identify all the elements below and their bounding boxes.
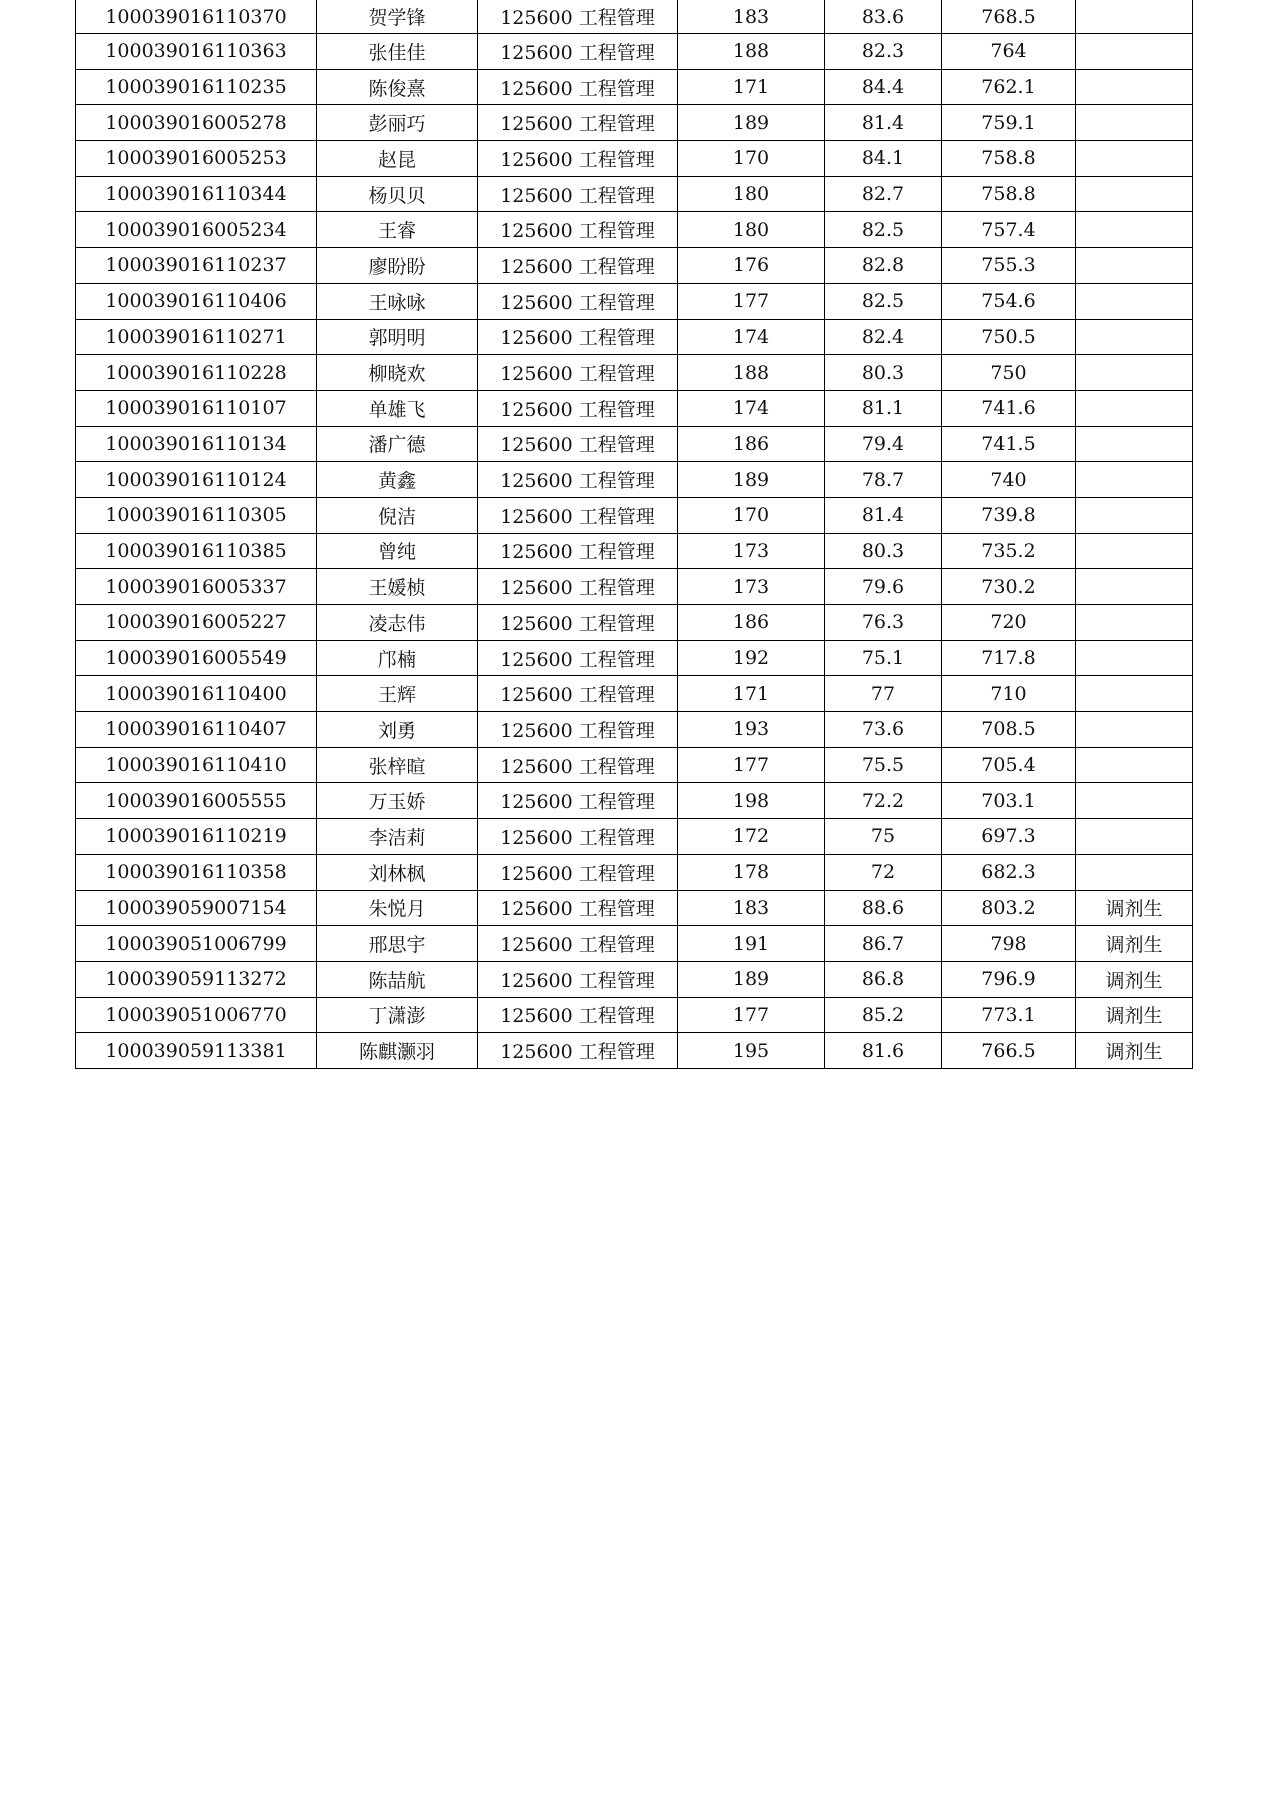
table-row — [76, 569, 1193, 605]
name-cell: 赵昆 — [317, 141, 478, 177]
note-cell: 调剂生 — [1076, 1033, 1193, 1069]
table-row — [76, 176, 1193, 212]
initial-score-cell: 173 — [678, 533, 825, 569]
initial-score-cell: 177 — [678, 747, 825, 783]
note-cell — [1076, 69, 1193, 105]
name-cell: 单雄飞 — [317, 390, 478, 426]
retest-score-cell: 88.6 — [825, 890, 942, 926]
table-row — [76, 926, 1193, 962]
retest-score-cell: 78.7 — [825, 462, 942, 498]
major-cell: 125600 工程管理 — [478, 176, 678, 212]
major-cell: 125600 工程管理 — [478, 319, 678, 355]
major-cell: 125600 工程管理 — [478, 497, 678, 533]
name-cell: 潘广德 — [317, 426, 478, 462]
note-cell — [1076, 176, 1193, 212]
note-cell: 调剂生 — [1076, 997, 1193, 1033]
initial-score-cell: 170 — [678, 141, 825, 177]
note-cell — [1076, 248, 1193, 284]
exam-id-cell: 100039016110134 — [76, 426, 317, 462]
initial-score-cell: 191 — [678, 926, 825, 962]
table-row — [76, 105, 1193, 141]
note-cell: 调剂生 — [1076, 890, 1193, 926]
retest-score-cell: 81.4 — [825, 105, 942, 141]
initial-score-cell: 173 — [678, 569, 825, 605]
note-cell — [1076, 783, 1193, 819]
note-cell — [1076, 712, 1193, 748]
total-score-cell: 796.9 — [942, 961, 1076, 997]
name-cell: 倪洁 — [317, 497, 478, 533]
note-cell — [1076, 497, 1193, 533]
initial-score-cell: 177 — [678, 997, 825, 1033]
total-score-cell: 759.1 — [942, 105, 1076, 141]
retest-score-cell: 81.6 — [825, 1033, 942, 1069]
exam-id-cell: 100039016005555 — [76, 783, 317, 819]
name-cell: 邝楠 — [317, 640, 478, 676]
retest-score-cell: 82.5 — [825, 283, 942, 319]
exam-id-cell: 100039016110124 — [76, 462, 317, 498]
exam-id-cell: 100039016110385 — [76, 533, 317, 569]
table-row — [76, 283, 1193, 319]
table-row — [76, 747, 1193, 783]
total-score-cell: 717.8 — [942, 640, 1076, 676]
initial-score-cell: 198 — [678, 783, 825, 819]
total-score-cell: 730.2 — [942, 569, 1076, 605]
initial-score-cell: 171 — [678, 69, 825, 105]
table-row — [76, 390, 1193, 426]
exam-id-cell: 100039016110235 — [76, 69, 317, 105]
major-cell: 125600 工程管理 — [478, 355, 678, 391]
note-cell — [1076, 462, 1193, 498]
table-row — [76, 783, 1193, 819]
major-cell: 125600 工程管理 — [478, 605, 678, 641]
exam-id-cell: 100039016110370 — [76, 0, 317, 34]
retest-score-cell: 86.8 — [825, 961, 942, 997]
table-row — [76, 1033, 1193, 1069]
table-row — [76, 319, 1193, 355]
initial-score-cell: 180 — [678, 212, 825, 248]
total-score-cell: 758.8 — [942, 176, 1076, 212]
name-cell: 张梓暄 — [317, 747, 478, 783]
table-row — [76, 0, 1193, 34]
note-cell: 调剂生 — [1076, 961, 1193, 997]
table-row — [76, 34, 1193, 70]
total-score-cell: 750.5 — [942, 319, 1076, 355]
exam-id-cell: 100039016005337 — [76, 569, 317, 605]
major-cell: 125600 工程管理 — [478, 390, 678, 426]
initial-score-cell: 174 — [678, 319, 825, 355]
note-cell — [1076, 105, 1193, 141]
note-cell — [1076, 0, 1193, 34]
initial-score-cell: 174 — [678, 390, 825, 426]
name-cell: 张佳佳 — [317, 34, 478, 70]
total-score-cell: 773.1 — [942, 997, 1076, 1033]
note-cell — [1076, 319, 1193, 355]
retest-score-cell: 82.7 — [825, 176, 942, 212]
name-cell: 曾纯 — [317, 533, 478, 569]
retest-score-cell: 80.3 — [825, 355, 942, 391]
table-body — [76, 0, 1193, 1068]
initial-score-cell: 170 — [678, 497, 825, 533]
name-cell: 陈喆航 — [317, 961, 478, 997]
note-cell — [1076, 676, 1193, 712]
initial-score-cell: 176 — [678, 248, 825, 284]
total-score-cell: 764 — [942, 34, 1076, 70]
table-row — [76, 712, 1193, 748]
total-score-cell: 762.1 — [942, 69, 1076, 105]
retest-score-cell: 82.3 — [825, 34, 942, 70]
major-cell: 125600 工程管理 — [478, 640, 678, 676]
total-score-cell: 705.4 — [942, 747, 1076, 783]
table-row — [76, 212, 1193, 248]
total-score-cell: 741.5 — [942, 426, 1076, 462]
table-row — [76, 426, 1193, 462]
name-cell: 陈俊熹 — [317, 69, 478, 105]
name-cell: 杨贝贝 — [317, 176, 478, 212]
initial-score-cell: 192 — [678, 640, 825, 676]
initial-score-cell: 171 — [678, 676, 825, 712]
name-cell: 万玉娇 — [317, 783, 478, 819]
major-cell: 125600 工程管理 — [478, 283, 678, 319]
retest-score-cell: 76.3 — [825, 605, 942, 641]
note-cell — [1076, 533, 1193, 569]
major-cell: 125600 工程管理 — [478, 712, 678, 748]
total-score-cell: 710 — [942, 676, 1076, 712]
initial-score-cell: 189 — [678, 105, 825, 141]
retest-score-cell: 72 — [825, 854, 942, 890]
exam-id-cell: 100039016110107 — [76, 390, 317, 426]
retest-score-cell: 75.5 — [825, 747, 942, 783]
note-cell — [1076, 819, 1193, 855]
initial-score-cell: 186 — [678, 605, 825, 641]
retest-score-cell: 77 — [825, 676, 942, 712]
total-score-cell: 703.1 — [942, 783, 1076, 819]
name-cell: 王睿 — [317, 212, 478, 248]
exam-id-cell: 100039016110305 — [76, 497, 317, 533]
table-row — [76, 605, 1193, 641]
retest-score-cell: 84.4 — [825, 69, 942, 105]
name-cell: 郭明明 — [317, 319, 478, 355]
total-score-cell: 766.5 — [942, 1033, 1076, 1069]
note-cell — [1076, 605, 1193, 641]
total-score-cell: 798 — [942, 926, 1076, 962]
major-cell: 125600 工程管理 — [478, 569, 678, 605]
name-cell: 王辉 — [317, 676, 478, 712]
major-cell: 125600 工程管理 — [478, 34, 678, 70]
exam-id-cell: 100039016110271 — [76, 319, 317, 355]
retest-score-cell: 84.1 — [825, 141, 942, 177]
note-cell — [1076, 640, 1193, 676]
initial-score-cell: 189 — [678, 961, 825, 997]
retest-score-cell: 79.6 — [825, 569, 942, 605]
major-cell: 125600 工程管理 — [478, 69, 678, 105]
exam-id-cell: 100039016005227 — [76, 605, 317, 641]
exam-id-cell: 100039051006799 — [76, 926, 317, 962]
retest-score-cell: 75 — [825, 819, 942, 855]
table-row — [76, 997, 1193, 1033]
total-score-cell: 682.3 — [942, 854, 1076, 890]
major-cell: 125600 工程管理 — [478, 1033, 678, 1069]
retest-score-cell: 79.4 — [825, 426, 942, 462]
major-cell: 125600 工程管理 — [478, 819, 678, 855]
initial-score-cell: 193 — [678, 712, 825, 748]
total-score-cell: 758.8 — [942, 141, 1076, 177]
note-cell — [1076, 854, 1193, 890]
name-cell: 陈麒灏羽 — [317, 1033, 478, 1069]
initial-score-cell: 188 — [678, 355, 825, 391]
retest-score-cell: 81.4 — [825, 497, 942, 533]
initial-score-cell: 186 — [678, 426, 825, 462]
name-cell: 黄鑫 — [317, 462, 478, 498]
note-cell — [1076, 569, 1193, 605]
table-row — [76, 676, 1193, 712]
retest-score-cell: 83.6 — [825, 0, 942, 34]
total-score-cell: 739.8 — [942, 497, 1076, 533]
note-cell — [1076, 426, 1193, 462]
name-cell: 廖盼盼 — [317, 248, 478, 284]
exam-id-cell: 100039016110219 — [76, 819, 317, 855]
major-cell: 125600 工程管理 — [478, 926, 678, 962]
name-cell: 王媛桢 — [317, 569, 478, 605]
total-score-cell: 757.4 — [942, 212, 1076, 248]
note-cell: 调剂生 — [1076, 926, 1193, 962]
exam-id-cell: 100039051006770 — [76, 997, 317, 1033]
total-score-cell: 720 — [942, 605, 1076, 641]
name-cell: 刘勇 — [317, 712, 478, 748]
total-score-cell: 735.2 — [942, 533, 1076, 569]
name-cell: 朱悦月 — [317, 890, 478, 926]
initial-score-cell: 183 — [678, 890, 825, 926]
note-cell — [1076, 747, 1193, 783]
exam-id-cell: 100039059113381 — [76, 1033, 317, 1069]
major-cell: 125600 工程管理 — [478, 141, 678, 177]
exam-id-cell: 100039059113272 — [76, 961, 317, 997]
exam-id-cell: 100039016005253 — [76, 141, 317, 177]
retest-score-cell: 72.2 — [825, 783, 942, 819]
note-cell — [1076, 283, 1193, 319]
name-cell: 凌志伟 — [317, 605, 478, 641]
table-row — [76, 961, 1193, 997]
initial-score-cell: 178 — [678, 854, 825, 890]
total-score-cell: 740 — [942, 462, 1076, 498]
table-row — [76, 819, 1193, 855]
initial-score-cell: 195 — [678, 1033, 825, 1069]
exam-id-cell: 100039016110344 — [76, 176, 317, 212]
retest-score-cell: 75.1 — [825, 640, 942, 676]
major-cell: 125600 工程管理 — [478, 105, 678, 141]
table-row — [76, 248, 1193, 284]
score-table — [75, 0, 1193, 1069]
exam-id-cell: 100039016110406 — [76, 283, 317, 319]
note-cell — [1076, 212, 1193, 248]
total-score-cell: 768.5 — [942, 0, 1076, 34]
table-row — [76, 69, 1193, 105]
major-cell: 125600 工程管理 — [478, 0, 678, 34]
total-score-cell: 755.3 — [942, 248, 1076, 284]
total-score-cell: 697.3 — [942, 819, 1076, 855]
total-score-cell: 803.2 — [942, 890, 1076, 926]
table-row — [76, 890, 1193, 926]
retest-score-cell: 86.7 — [825, 926, 942, 962]
major-cell: 125600 工程管理 — [478, 212, 678, 248]
exam-id-cell: 100039016110228 — [76, 355, 317, 391]
initial-score-cell: 180 — [678, 176, 825, 212]
major-cell: 125600 工程管理 — [478, 248, 678, 284]
retest-score-cell: 82.5 — [825, 212, 942, 248]
major-cell: 125600 工程管理 — [478, 783, 678, 819]
initial-score-cell: 188 — [678, 34, 825, 70]
total-score-cell: 708.5 — [942, 712, 1076, 748]
exam-id-cell: 100039016110400 — [76, 676, 317, 712]
table-row — [76, 462, 1193, 498]
name-cell: 王咏咏 — [317, 283, 478, 319]
total-score-cell: 741.6 — [942, 390, 1076, 426]
exam-id-cell: 100039016110407 — [76, 712, 317, 748]
name-cell: 邢思宇 — [317, 926, 478, 962]
table-row — [76, 854, 1193, 890]
exam-id-cell: 100039016110237 — [76, 248, 317, 284]
table-row — [76, 355, 1193, 391]
table-row — [76, 533, 1193, 569]
note-cell — [1076, 34, 1193, 70]
major-cell: 125600 工程管理 — [478, 997, 678, 1033]
name-cell: 刘林枫 — [317, 854, 478, 890]
major-cell: 125600 工程管理 — [478, 890, 678, 926]
exam-id-cell: 100039016110410 — [76, 747, 317, 783]
name-cell: 柳晓欢 — [317, 355, 478, 391]
major-cell: 125600 工程管理 — [478, 961, 678, 997]
retest-score-cell: 73.6 — [825, 712, 942, 748]
retest-score-cell: 82.4 — [825, 319, 942, 355]
note-cell — [1076, 390, 1193, 426]
total-score-cell: 754.6 — [942, 283, 1076, 319]
note-cell — [1076, 141, 1193, 177]
table-row — [76, 141, 1193, 177]
retest-score-cell: 81.1 — [825, 390, 942, 426]
table-row — [76, 497, 1193, 533]
initial-score-cell: 172 — [678, 819, 825, 855]
major-cell: 125600 工程管理 — [478, 533, 678, 569]
exam-id-cell: 100039016005549 — [76, 640, 317, 676]
initial-score-cell: 183 — [678, 0, 825, 34]
exam-id-cell: 100039016005234 — [76, 212, 317, 248]
name-cell: 贺学锋 — [317, 0, 478, 34]
exam-id-cell: 100039016110358 — [76, 854, 317, 890]
name-cell: 彭丽巧 — [317, 105, 478, 141]
initial-score-cell: 177 — [678, 283, 825, 319]
retest-score-cell: 82.8 — [825, 248, 942, 284]
retest-score-cell: 80.3 — [825, 533, 942, 569]
note-cell — [1076, 355, 1193, 391]
name-cell: 李洁莉 — [317, 819, 478, 855]
total-score-cell: 750 — [942, 355, 1076, 391]
retest-score-cell: 85.2 — [825, 997, 942, 1033]
exam-id-cell: 100039059007154 — [76, 890, 317, 926]
major-cell: 125600 工程管理 — [478, 462, 678, 498]
major-cell: 125600 工程管理 — [478, 854, 678, 890]
exam-id-cell: 100039016005278 — [76, 105, 317, 141]
name-cell: 丁潇澎 — [317, 997, 478, 1033]
initial-score-cell: 189 — [678, 462, 825, 498]
major-cell: 125600 工程管理 — [478, 426, 678, 462]
exam-id-cell: 100039016110363 — [76, 34, 317, 70]
major-cell: 125600 工程管理 — [478, 747, 678, 783]
major-cell: 125600 工程管理 — [478, 676, 678, 712]
table-row — [76, 640, 1193, 676]
